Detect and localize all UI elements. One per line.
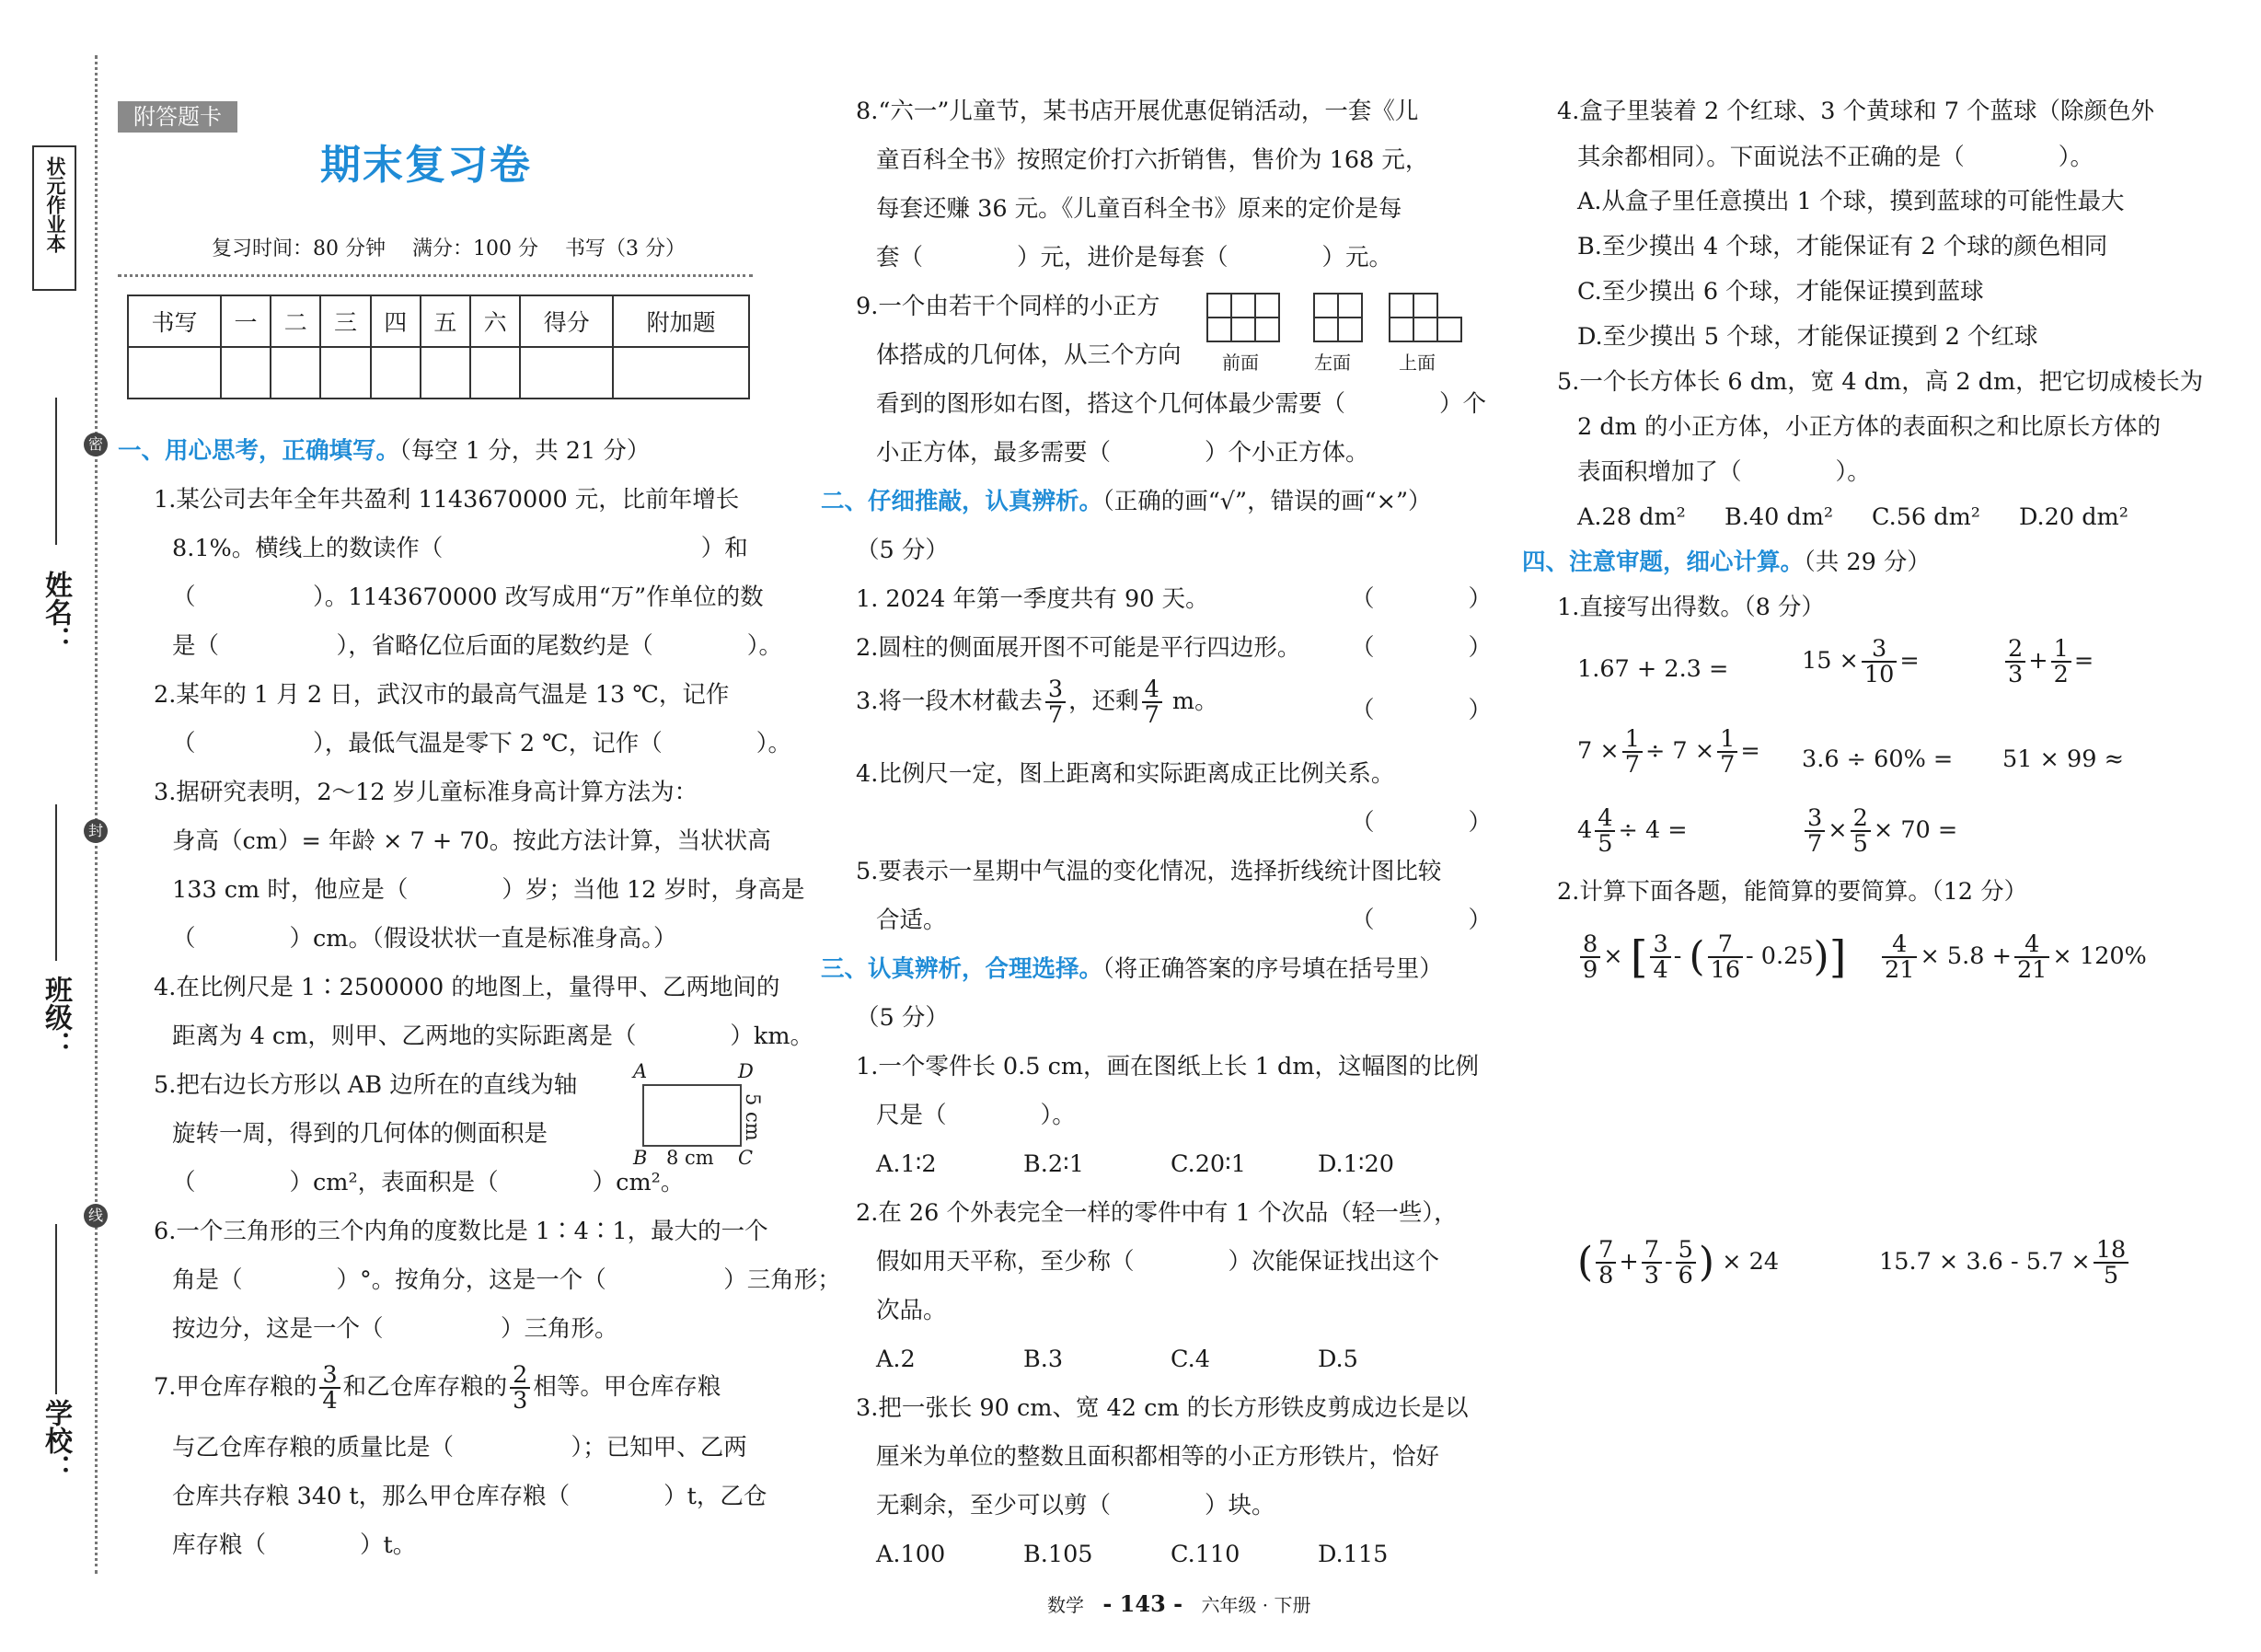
- q1-line: 8.1%。横线上的数读作（ ）和: [172, 535, 748, 562]
- choice-2-option: D.5: [1318, 1346, 1358, 1373]
- choice-5-option: C.56 dm²: [1872, 503, 1980, 531]
- expression-3: ( $\frac{7}{8}$ + $\frac{7}{3}$ - $\frac{5}{6}$ ) × 24: [1577, 1236, 1780, 1289]
- choice-1: 尺是（ ）。: [876, 1102, 1076, 1129]
- fraction: $\frac{1}{7}$: [1717, 727, 1737, 777]
- view-label-top: 上面: [1399, 352, 1436, 374]
- score-cell[interactable]: [320, 347, 370, 399]
- school-line: [55, 1224, 57, 1394]
- choice-1: 1.一个零件长 0.5 cm，画在图纸上长 1 dm，这幅图的比例: [856, 1053, 1479, 1080]
- q9-line: 看到的图形如右图，搭这个几何体最少需要（ ）个: [876, 390, 1487, 418]
- score-cell[interactable]: [221, 347, 271, 399]
- seal-feng: 封: [84, 819, 108, 843]
- brand-box: [32, 145, 76, 291]
- q3-line: 133 cm 时，他应是（ ）岁；当他 12 岁时，身高是: [172, 876, 805, 904]
- class-label: 班级：: [40, 976, 72, 1058]
- choice-4-option: A.从盒子里任意摸出 1 个球，摸到蓝球的可能性最大: [1577, 188, 2125, 215]
- q7-first-line: [154, 1359, 721, 1415]
- mental-7: 4 $\frac{4}{5}$ ÷ 4 =: [1577, 804, 1688, 858]
- label-width: 8 cm: [666, 1147, 714, 1169]
- score-header: 五: [421, 295, 470, 347]
- view-label-front: 前面: [1222, 352, 1259, 374]
- footer-grade: 六年级 · 下册: [1201, 1594, 1311, 1616]
- score-header: 一: [221, 295, 271, 347]
- fraction: $\frac{4}{21}$: [2014, 932, 2049, 982]
- left-view: [1314, 294, 1362, 341]
- q1-line: 1.某公司去年全年共盈利 1143670000 元，比前年增长: [154, 486, 740, 514]
- fraction: $\frac{5}{6}$: [1676, 1238, 1696, 1288]
- part-1-heading: 1.直接写出得数。（8 分）: [1557, 594, 1825, 621]
- score-header: 书写: [128, 295, 221, 347]
- choice-5-option: D.20 dm²: [2019, 503, 2128, 531]
- choice-1-option: D.1∶20: [1318, 1150, 1394, 1178]
- score-header: 二: [271, 295, 320, 347]
- section-2-title: 二、仔细推敲，认真辨析。: [821, 488, 1103, 515]
- mental-1: 1.67 + 2.3 =: [1577, 655, 1729, 683]
- q7-line: 仓库共存粮 340 t，那么甲仓库存粮（ ）t，乙仓: [172, 1483, 767, 1510]
- q8-line: 套（ ）元，进价是每套（ ）元。: [876, 244, 1393, 271]
- choice-5: 5.一个长方体长 6 dm，宽 4 dm，高 2 dm，把它切成棱长为: [1557, 368, 2204, 396]
- score-header: 三: [320, 295, 370, 347]
- mental-4: 7 × $\frac{1}{7}$ ÷ 7 × $\frac{1}{7}$ =: [1577, 725, 1760, 779]
- q8-line: 8.“六一”儿童节，某书店开展优惠促销活动，一套《儿: [856, 98, 1419, 125]
- part-2-heading: 2.计算下面各题，能简算的要简算。（12 分）: [1557, 878, 2028, 906]
- judge-2-paren[interactable]: （ ）: [1351, 634, 1493, 662]
- section-4-heading: [1522, 547, 1931, 578]
- fraction: $\frac{3}{4}$: [1650, 932, 1670, 982]
- score-cell[interactable]: [128, 347, 221, 399]
- class-line: [55, 804, 57, 961]
- choice-2: 次品。: [876, 1297, 947, 1324]
- q1-line: （ ）。1143670000 改写成用“万”作单位的数: [172, 583, 764, 611]
- choice-3-option: A.100: [876, 1541, 946, 1568]
- judge-5-paren[interactable]: （ ）: [1351, 907, 1493, 934]
- header-divider: [118, 274, 753, 277]
- choice-2: 假如用天平称，至少称（ ）次能保证找出这个: [876, 1248, 1440, 1276]
- q7-text: 相等。甲仓库存粮: [533, 1373, 721, 1401]
- choice-2-option: A.2: [876, 1346, 916, 1373]
- judge-4-paren[interactable]: （ ）: [1351, 809, 1493, 837]
- fraction: $\frac{4}{5}$: [1595, 806, 1615, 856]
- expression-4: 15.7 × 3.6 - 5.7 × $\frac{18}{5}$: [1879, 1230, 2131, 1294]
- q2-line: 2.某年的 1 月 2 日，武汉市的最高气温是 13 ℃，记作: [154, 681, 730, 709]
- choice-3-option: B.105: [1023, 1541, 1093, 1568]
- q6-line: 角是（ ）°。按角分，这是一个（ ）三角形；: [172, 1266, 841, 1294]
- view-label-left: 左面: [1314, 352, 1351, 374]
- section-3-note: （将正确答案的序号填在括号里）: [1102, 955, 1443, 983]
- choice-4: 4.盒子里装着 2 个红球、3 个黄球和 7 个蓝球（除颜色外: [1557, 98, 2155, 125]
- label-a: A: [633, 1060, 648, 1082]
- q7-line: 与乙仓库存粮的质量比是（ ）；已知甲、乙两: [172, 1434, 747, 1461]
- fraction: $\frac{4}{7}$: [1142, 677, 1162, 727]
- fraction: $\frac{3}{10}$: [1862, 637, 1897, 687]
- answer-card-tag: 附答题卡: [118, 101, 237, 133]
- score-header: 四: [371, 295, 421, 347]
- page-number: - 143 -: [1102, 1590, 1183, 1617]
- choice-1-option: A.1∶2: [876, 1150, 937, 1178]
- judge-5: 合适。: [876, 907, 947, 934]
- mental-2: 15 × $\frac{3}{10}$ =: [1802, 635, 1920, 688]
- section-4-title: 四、注意审题，细心计算。: [1522, 549, 1805, 576]
- score-header: 得分: [520, 295, 613, 347]
- choice-4-option: D.至少摸出 5 个球，才能保证摸到 2 个红球: [1577, 323, 2038, 351]
- q8-line: 每套还赚 36 元。《儿童百科全书》原来的定价是每: [876, 195, 1402, 223]
- label-c: C: [738, 1147, 754, 1169]
- choice-3-option: C.110: [1171, 1541, 1240, 1568]
- section-3-score: （5 分）: [856, 1004, 949, 1032]
- q5-line: 5.把右边长方形以 AB 边所在的直线为轴: [154, 1071, 578, 1099]
- judge-5: 5.要表示一星期中气温的变化情况，选择折线统计图比较: [856, 858, 1442, 885]
- q9-line: 体搭成的几何体，从三个方向: [876, 341, 1182, 369]
- fraction: $\frac{2}{5}$: [1851, 806, 1871, 856]
- q5-line: 旋转一周，得到的几何体的侧面积是: [172, 1120, 548, 1148]
- q3-line: 3.据研究表明，2～12 岁儿童标准身高计算方法为：: [154, 779, 698, 806]
- fraction: $\frac{7}{3}$: [1642, 1238, 1662, 1288]
- choice-1-option: C.20∶1: [1171, 1150, 1247, 1178]
- section-1-note: （每空 1 分，共 21 分）: [399, 437, 651, 465]
- score-cell[interactable]: [470, 347, 520, 399]
- fraction: $\frac{1}{2}$: [2051, 637, 2071, 687]
- mental-8: $\frac{3}{7}$ × $\frac{2}{5}$ × 70 =: [1802, 803, 1957, 858]
- q3-line: 身高（cm）= 年龄 × 7 + 70。按此方法计算，当状状高: [172, 827, 771, 855]
- label-b: B: [633, 1147, 648, 1169]
- choice-5-option: B.40 dm²: [1725, 503, 1834, 531]
- rectangle-abcd: [642, 1084, 742, 1147]
- choice-2-option: C.4: [1171, 1346, 1210, 1373]
- choice-5: 2 dm 的小正方体，小正方体的表面积之和比原长方体的: [1577, 413, 2161, 441]
- expression-2: $\frac{4}{21}$ × 5.8 + $\frac{4}{21}$ × 120%: [1879, 924, 2147, 988]
- judge-1: 1. 2024 年第一季度共有 90 天。: [856, 585, 1209, 613]
- q9-line: 9.一个由若干个同样的小正方: [856, 293, 1160, 320]
- judge-3-paren[interactable]: （ ）: [1351, 697, 1493, 724]
- judge-4: 4.比例尺一定，图上距离和实际距离成正比例关系。: [856, 760, 1395, 788]
- choice-3: 3.把一张长 90 cm、宽 42 cm 的长方形铁皮剪成边长是以: [856, 1394, 1469, 1422]
- section-1-heading: [118, 435, 650, 467]
- q3-line: （ ）cm。（假设状状一直是标准身高。）: [172, 925, 677, 953]
- name-line: [55, 398, 57, 545]
- choice-5: 表面积增加了（ ）。: [1577, 458, 1871, 486]
- choice-4-option: B.至少摸出 4 个球，才能保证有 2 个球的颜色相同: [1577, 233, 2108, 260]
- label-height: 5 cm: [742, 1093, 764, 1141]
- q7-text: 7.甲仓库存粮的: [154, 1373, 317, 1401]
- q6-line: 6.一个三角形的三个内角的度数比是 1∶4∶1，最大的一个: [154, 1218, 768, 1245]
- q8-line: 童百科全书》按照定价打六折销售，售价为 168 元，: [876, 146, 1429, 174]
- judge-3: 3.将一段木材截去 $\frac{3}{7}$ ，还剩 $\frac{4}{7}$ m。: [856, 676, 1218, 729]
- page-title: 期末复习卷: [320, 142, 532, 189]
- fraction: $\frac{7}{8}$: [1596, 1238, 1616, 1288]
- q4-line: 4.在比例尺是 1∶2500000 的地图上，量得甲、乙两地间的: [154, 974, 780, 1001]
- section-1-title: 一、用心思考，正确填写。: [118, 437, 400, 465]
- q7-line: 库存粮（ ）t。: [172, 1531, 417, 1559]
- score-table: [127, 295, 750, 399]
- score-cell[interactable]: [520, 347, 613, 399]
- fraction: $\frac{7}{16}$: [1708, 932, 1743, 982]
- school-label: 学校：: [40, 1399, 72, 1482]
- choice-1-option: B.2∶1: [1023, 1150, 1084, 1178]
- q7-text: 和乙仓库存粮的: [342, 1373, 508, 1401]
- name-label: 姓名：: [40, 571, 72, 653]
- label-d: D: [738, 1060, 754, 1082]
- exam-meta: 复习时间：80 分钟 满分：100 分 书写（3 分）: [212, 237, 686, 260]
- score-cell[interactable]: [421, 347, 470, 399]
- q5-line: （ ）cm²，表面积是（ ）cm²。: [172, 1169, 685, 1196]
- score-cell[interactable]: [371, 347, 421, 399]
- choice-3: 无剩余，至少可以剪（ ）块。: [876, 1492, 1275, 1519]
- choice-4-option: C.至少摸出 6 个球，才能保证摸到蓝球: [1577, 278, 1984, 306]
- score-header: 六: [470, 295, 520, 347]
- choice-3-option: D.115: [1318, 1541, 1389, 1568]
- mental-3: $\frac{2}{3}$ + $\frac{1}{2}$ =: [2002, 633, 2094, 688]
- seal-mi: 密: [84, 433, 108, 456]
- section-4-note: （共 29 分）: [1804, 549, 1931, 576]
- choice-4: 其余都相同）。下面说法不正确的是（ ）。: [1577, 144, 2094, 171]
- fraction: $\frac{18}{5}$: [2094, 1238, 2128, 1288]
- choice-5-option: A.28 dm²: [1577, 503, 1686, 531]
- footer: [1047, 1588, 1311, 1621]
- brand-label: 状元作业本: [44, 156, 67, 253]
- section-2-score: （5 分）: [856, 537, 949, 564]
- q1-line: 是（ ），省略亿位后面的尾数约是（ ）。: [172, 632, 783, 660]
- judge-1-paren[interactable]: （ ）: [1351, 585, 1493, 613]
- mental-5: 3.6 ÷ 60% =: [1802, 745, 1954, 773]
- section-2-heading: [821, 486, 1432, 517]
- section-3-heading: [821, 953, 1443, 985]
- choice-3: 厘米为单位的整数且面积都相等的小正方形铁片，恰好: [876, 1443, 1440, 1471]
- q4-line: 距离为 4 cm，则甲、乙两地的实际距离是（ ）km。: [172, 1022, 814, 1050]
- fraction: $\frac{2}{3}$: [510, 1363, 530, 1413]
- q9-line: 小正方体，最多需要（ ）个小正方体。: [876, 439, 1369, 467]
- fraction: $\frac{4}{21}$: [1882, 932, 1917, 982]
- cut-line: [95, 55, 98, 1574]
- q6-line: 按边分，这是一个（ ）三角形。: [172, 1315, 618, 1343]
- score-header: 附加题: [613, 295, 749, 347]
- fraction: $\frac{3}{7}$: [1045, 677, 1066, 727]
- fraction: $\frac{8}{9}$: [1580, 932, 1600, 982]
- choice-2: 2.在 26 个外表完全一样的零件中有 1 个次品（轻一些），: [856, 1199, 1458, 1227]
- section-3-title: 三、认真辨析，合理选择。: [821, 955, 1103, 983]
- footer-subject: 数学: [1047, 1594, 1084, 1616]
- score-cell[interactable]: [271, 347, 320, 399]
- front-view: [1207, 294, 1279, 341]
- q2-line: （ ），最低气温是零下 2 ℃，记作（ ）。: [172, 730, 791, 757]
- fraction: $\frac{3}{4}$: [319, 1363, 340, 1413]
- score-cell[interactable]: [613, 347, 749, 399]
- judge-2: 2.圆柱的侧面展开图不可能是平行四边形。: [856, 634, 1301, 662]
- top-view: [1390, 294, 1461, 341]
- fraction: $\frac{1}{7}$: [1622, 727, 1643, 777]
- choice-2-option: B.3: [1023, 1346, 1064, 1373]
- section-2-note: （正确的画“√”，错误的画“×”）: [1102, 488, 1432, 515]
- seal-xian: 线: [84, 1204, 108, 1228]
- mental-6: 51 × 99 ≈: [2002, 745, 2124, 773]
- expression-1: $\frac{8}{9}$ × [ $\frac{3}{4}$ - ( $\frac{7}{16}$ - 0.25)]: [1577, 924, 1846, 989]
- fraction: $\frac{3}{7}$: [1805, 806, 1825, 856]
- fraction: $\frac{2}{3}$: [2005, 637, 2025, 687]
